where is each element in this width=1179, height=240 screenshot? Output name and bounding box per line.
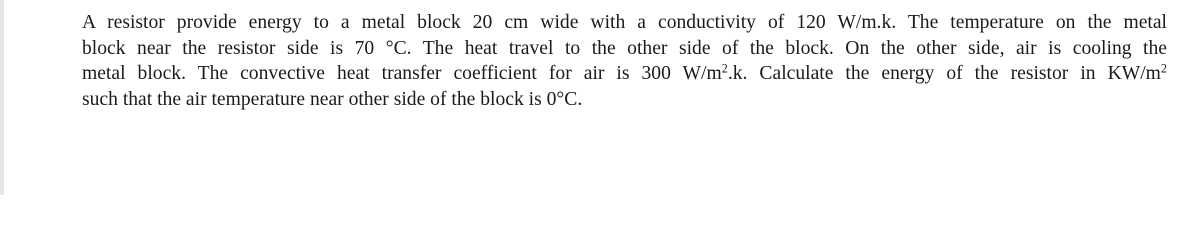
problem-line-3	[82, 61, 1167, 87]
problem-statement	[82, 10, 1167, 112]
left-edge-divider	[0, 0, 4, 195]
squared-superscript-1: 2	[721, 61, 728, 76]
problem-line-3-part-b: .k. Calculate the energy of the resistor in KW/m	[727, 63, 1161, 84]
problem-line-2: block near the resistor side is 70 °C. The heat travel to the other side of the block. On the other side, air is cooling the	[82, 37, 1167, 59]
problem-line-1: A resistor provide energy to a metal block 20 cm wide with a conductivity of 120 W/m.k. The temperature on the metal	[82, 12, 1167, 33]
problem-line-4: such that the air temperature near other side of the block is 0°C.	[82, 88, 583, 110]
squared-superscript-2: 2	[1160, 61, 1167, 76]
problem-line-3-part-a: metal block. The convective heat transfer coefficient for air is 300 W/m	[82, 63, 722, 84]
